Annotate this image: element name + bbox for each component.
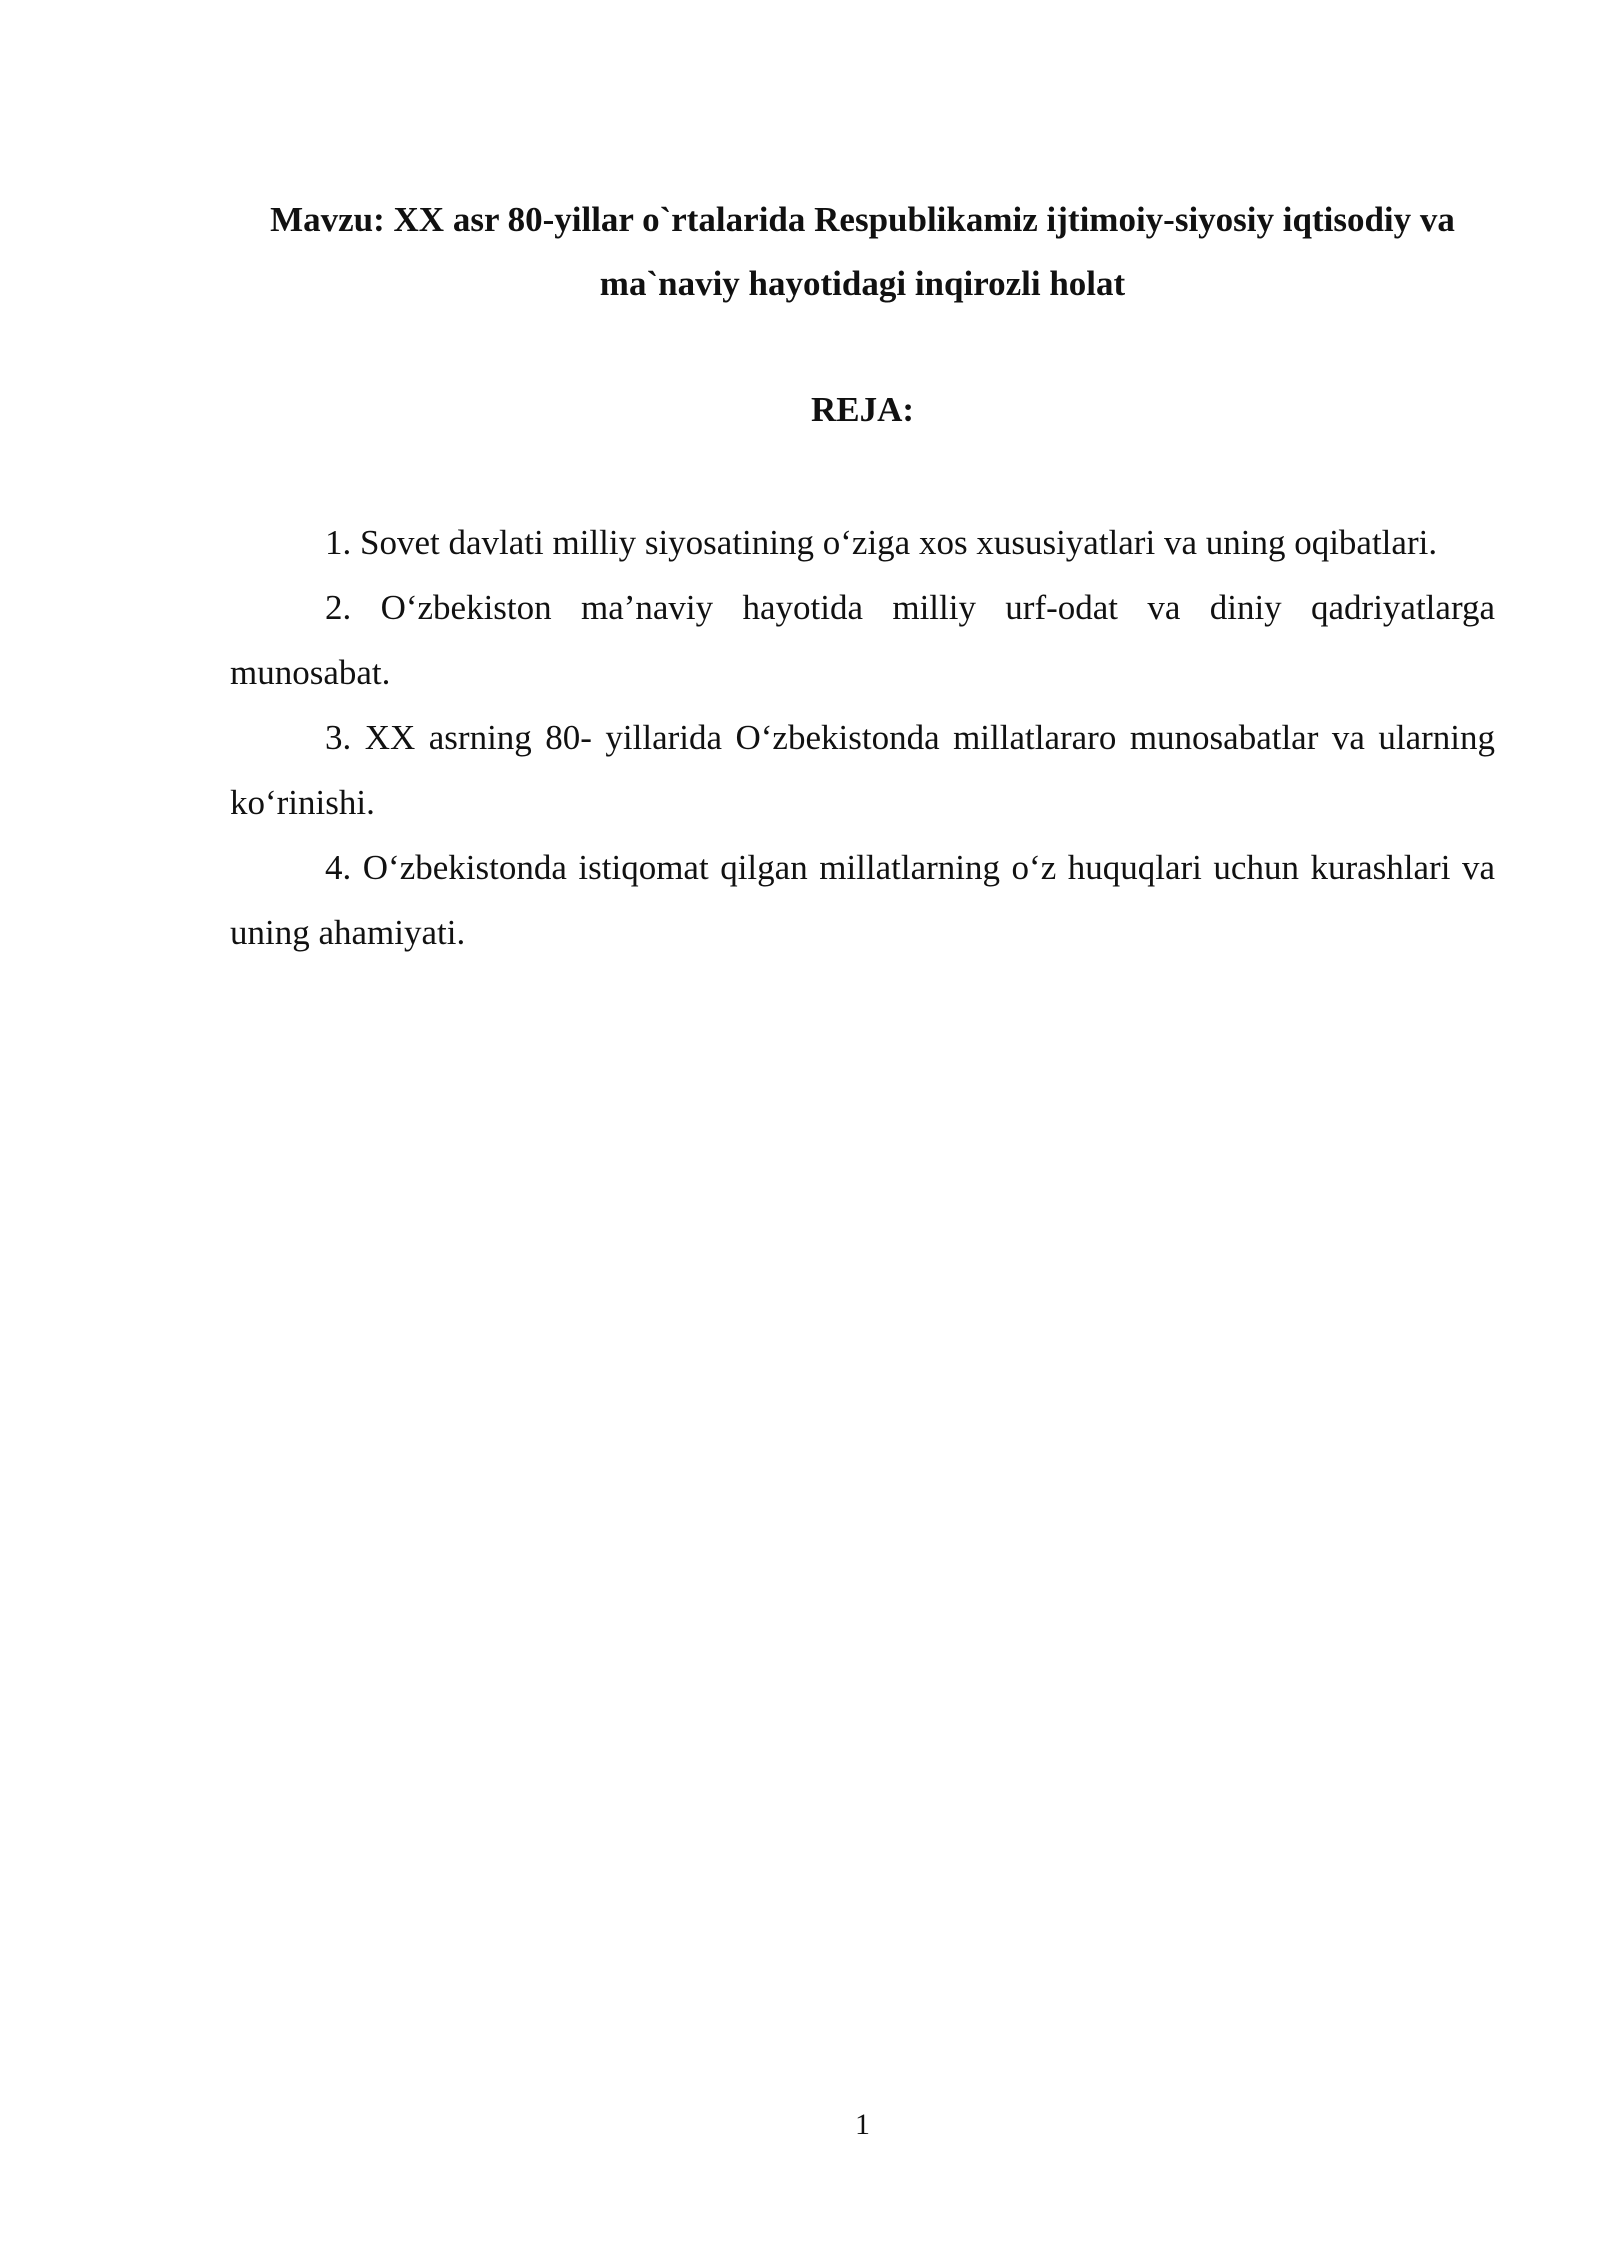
plan-item-2: 2. O‘zbekiston ma’naviy hayotida milliy urf-odat va diniy qadriyatlarga munosabat.	[230, 588, 1495, 692]
plan-item-3: 3. XX asrning 80- yillarida O‘zbekistonda millatlararo munosabatlar va ularning ko‘rinishi.	[230, 718, 1495, 822]
plan-item-1: 1. Sovet davlati milliy siyosatining o‘ziga xos xususiyatlari va uning oqibatlari.	[325, 523, 1438, 562]
document-title: Mavzu: XX asr 80-yillar o`rtalarida Respublikamiz ijtimoiy-siyosiy iqtisodiy va ma`naviy hayotidagi inqirozli holat	[270, 200, 1455, 303]
page-number: 1	[855, 2108, 870, 2141]
plan-heading: REJA:	[810, 390, 915, 429]
plan-list	[230, 510, 1495, 965]
plan-item-4: 4. O‘zbekistonda istiqomat qilgan millatlarning o‘z huquqlari uchun kurashlari va uning ahamiyati.	[230, 848, 1495, 952]
